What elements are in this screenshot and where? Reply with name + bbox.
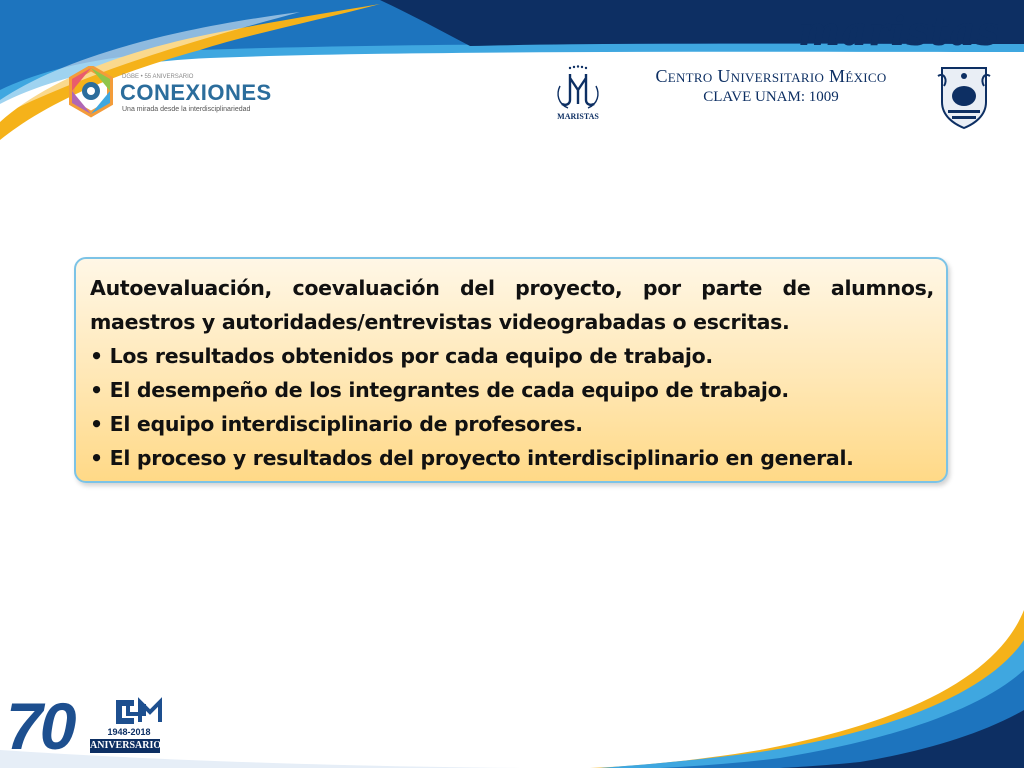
bullet-item: • El equipo interdisciplinario de profesores. bbox=[90, 412, 583, 436]
maristas-logo-caption: MARISTAS bbox=[557, 112, 599, 121]
conexiones-subtitle: Una mirada desde la interdisciplinariedad bbox=[122, 106, 251, 113]
anniversary-logo bbox=[0, 690, 170, 768]
maristas-logo bbox=[550, 64, 606, 126]
evaluation-content-box bbox=[74, 257, 948, 483]
unam-clave: CLAVE UNAM: 1009 bbox=[703, 89, 839, 105]
bullet-item: • El proceso y resultados del proyecto interdisciplinario en general. bbox=[90, 446, 854, 470]
unam-shield-icon bbox=[934, 62, 994, 130]
maristas-script-logo: maristas bbox=[798, 8, 1000, 55]
conexiones-pretitle: DGBE • 55 ANIVERSARIO bbox=[122, 74, 194, 80]
cum-monogram-icon bbox=[114, 696, 162, 726]
anniversary-number: 70 bbox=[6, 689, 74, 763]
institution-header bbox=[612, 66, 930, 106]
maristas-monogram-icon bbox=[550, 64, 606, 112]
anniversary-label: ANIVERSARIO bbox=[90, 740, 162, 751]
bullet-item: • Los resultados obtenidos por cada equipo de trabajo. bbox=[90, 344, 713, 368]
conexiones-emblem-icon bbox=[66, 66, 116, 118]
conexiones-logo bbox=[66, 66, 272, 118]
conexiones-title: CONEXIONES bbox=[120, 80, 272, 105]
evaluation-intro: Autoevaluación, coevaluación del proyecto, por parte de alumnos, maestros y autoridades/entrevistas videograbadas o escritas. bbox=[90, 276, 934, 334]
bullet-item: • El desempeño de los integrantes de cada equipo de trabajo. bbox=[90, 378, 789, 402]
institution-name: Centro Universitario México bbox=[655, 66, 887, 86]
anniversary-years: 1948-2018 bbox=[107, 727, 151, 737]
